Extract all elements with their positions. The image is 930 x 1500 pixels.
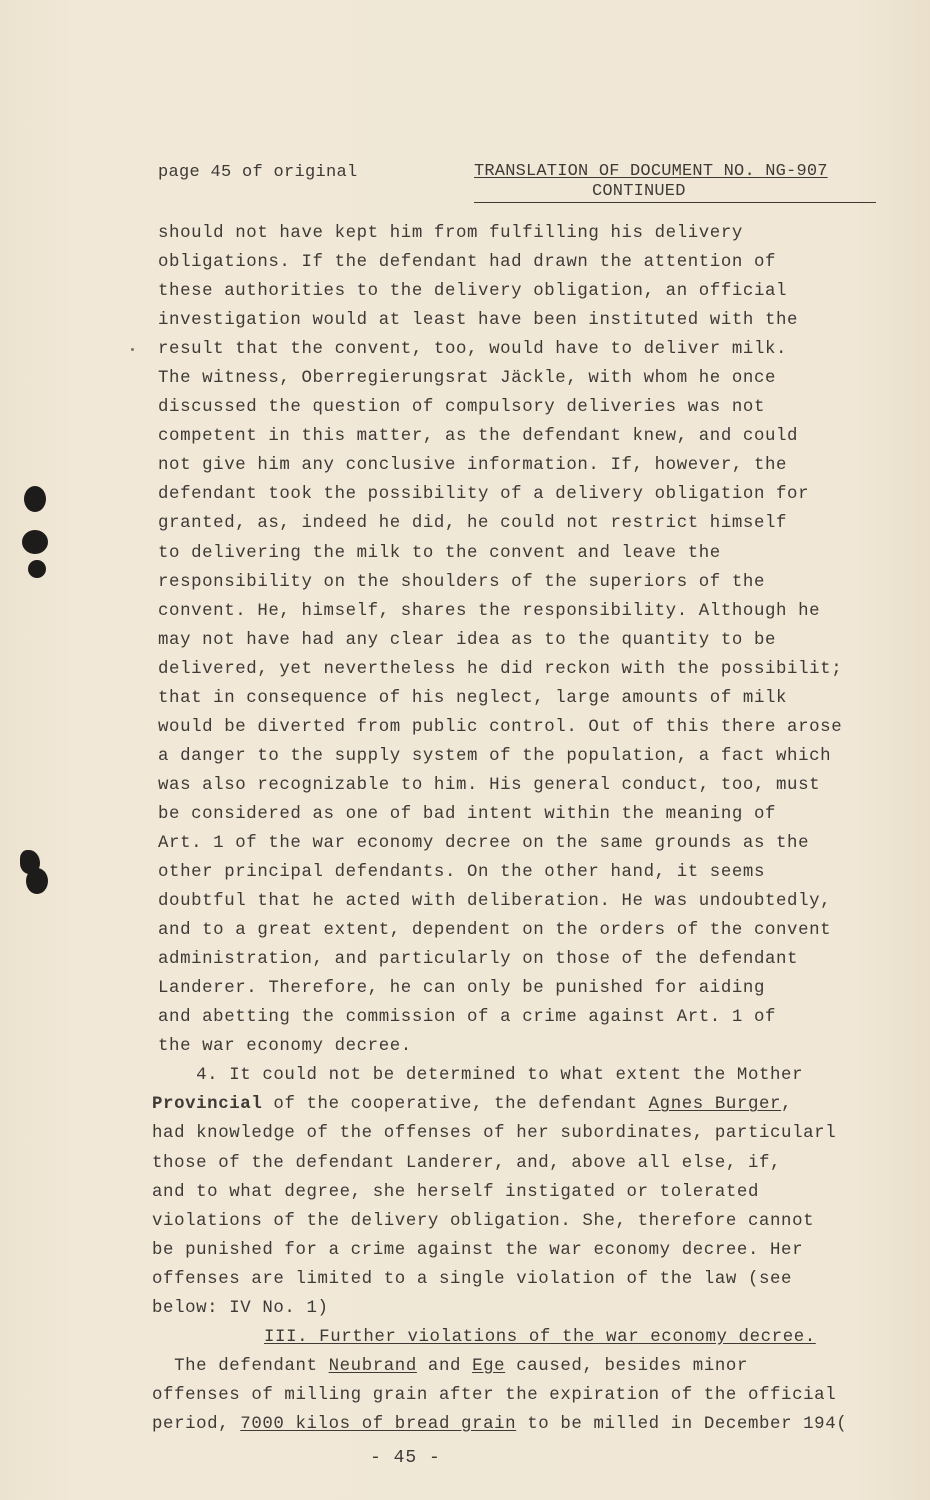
body-line: to delivering the milk to the convent and leave the: [158, 543, 721, 563]
punch-hole-3: [28, 560, 46, 578]
body-line: defendant took the possibility of a delivery obligation for: [158, 485, 810, 505]
body-line: Landerer. Therefore, he can only be punished for aiding: [158, 979, 765, 999]
mother-provincial-text: Provincial: [152, 1095, 263, 1115]
body-line: these authorities to the delivery obligation, an official: [158, 282, 788, 302]
document-title: [474, 162, 876, 203]
section-heading-line: [152, 1323, 892, 1352]
para4-line: offenses are limited to a single violation of the law (see: [152, 1269, 793, 1289]
body-line: a danger to the supply system of the population, a fact which: [158, 746, 832, 766]
body-line: competent in this matter, as the defendant knew, and could: [158, 427, 799, 447]
punch-hole-1: [24, 486, 46, 512]
body-line: that in consequence of his neglect, large amounts of milk: [158, 688, 788, 708]
body-line: other principal defendants. On the other hand, it seems: [158, 863, 765, 883]
body-line: and to a great extent, dependent on the orders of the convent: [158, 921, 832, 941]
page-number: - 45 -: [370, 1448, 441, 1468]
margin-dot: [131, 348, 134, 351]
body-line: not give him any conclusive information. If, however, the: [158, 456, 788, 476]
body-line: the war economy decree.: [158, 1037, 412, 1057]
bread-grain-quantity: 7000 kilos of bread grain: [240, 1414, 517, 1434]
body-line: responsibility on the shoulders of the superiors of the: [158, 572, 765, 592]
body-line: obligations. If the defendant had drawn the attention of: [158, 253, 777, 273]
body-line: may not have had any clear idea as to the quantity to be: [158, 630, 777, 650]
body-line: discussed the question of compulsory deliveries was not: [158, 398, 765, 418]
section3-l1-text-e: caused, besides minor: [505, 1356, 748, 1376]
body-line: granted, as, indeed he did, he could not restrict himself: [158, 514, 788, 534]
punch-hole-5: [26, 868, 48, 894]
document-body: [152, 219, 892, 1439]
body-line: was also recognizable to him. His general conduct, too, must: [158, 775, 821, 795]
para4-line: be punished for a crime against the war economy decree. Her: [152, 1240, 804, 1260]
section3-line-3: [152, 1410, 892, 1439]
section3-l3-text-c: to be milled in December 194(: [516, 1414, 848, 1434]
body-line: investigation would at least have been instituted with the: [158, 311, 799, 331]
section-iii-heading: III. Further violations of the war economy decree.: [264, 1327, 816, 1347]
section3-line-2: offenses of milling grain after the expiration of the official: [152, 1385, 837, 1405]
para4-line: violations of the delivery obligation. She, therefore cannot: [152, 1211, 815, 1231]
para4-line: and to what degree, she herself instigated or tolerated: [152, 1182, 759, 1202]
body-line: convent. He, himself, shares the responsibility. Although he: [158, 601, 821, 621]
para4-line-2-comma: ,: [781, 1095, 793, 1115]
section3-l1-text-a: The defendant: [174, 1356, 329, 1376]
defendant-agnes-burger: Agnes Burger: [648, 1095, 782, 1115]
defendant-ege: Ege: [472, 1356, 506, 1376]
original-page-reference: page 45 of original: [158, 163, 358, 182]
body-line: and abetting the commission of a crime against Art. 1 of: [158, 1008, 777, 1028]
para4-line-2-text: of the cooperative, the defendant: [262, 1095, 649, 1115]
section3-l1-text-c: and: [416, 1356, 473, 1376]
document-title-line1: TRANSLATION OF DOCUMENT NO. NG-907: [474, 162, 828, 181]
defendant-neubrand: Neubrand: [328, 1356, 417, 1376]
section3-l3-text-a: period,: [152, 1414, 241, 1434]
body-line: should not have kept him from fulfilling his delivery: [158, 224, 743, 243]
para4-line: those of the defendant Landerer, and, above all else, if,: [152, 1153, 782, 1173]
body-line: Art. 1 of the war economy decree on the same grounds as the: [158, 833, 810, 853]
section3-line-1: [152, 1352, 892, 1381]
document-title-line2: CONTINUED: [474, 182, 876, 203]
body-line: doubtful that he acted with deliberation. He was undoubtedly,: [158, 892, 832, 912]
para4-line: below: IV No. 1): [152, 1298, 329, 1318]
para4-line: had knowledge of the offenses of her subordinates, particularl: [152, 1124, 837, 1144]
body-line: would be diverted from public control. Out of this there arose: [158, 717, 843, 737]
body-line: The witness, Oberregierungsrat Jäckle, with whom he once: [158, 369, 777, 389]
body-line: result that the convent, too, would have to deliver milk.: [158, 340, 788, 360]
para4-rest: [152, 1119, 892, 1322]
body-paragraph-continued: [152, 219, 892, 1061]
para4-line-2: [152, 1090, 892, 1119]
para4-line-1: 4. It could not be determined to what extent the Mother: [152, 1066, 804, 1086]
body-line: administration, and particularly on those of the defendant: [158, 950, 799, 970]
body-line: delivered, yet nevertheless he did reckon with the possibilit;: [158, 659, 843, 679]
body-line: be considered as one of bad intent within the meaning of: [158, 804, 777, 824]
punch-hole-2: [22, 530, 48, 554]
